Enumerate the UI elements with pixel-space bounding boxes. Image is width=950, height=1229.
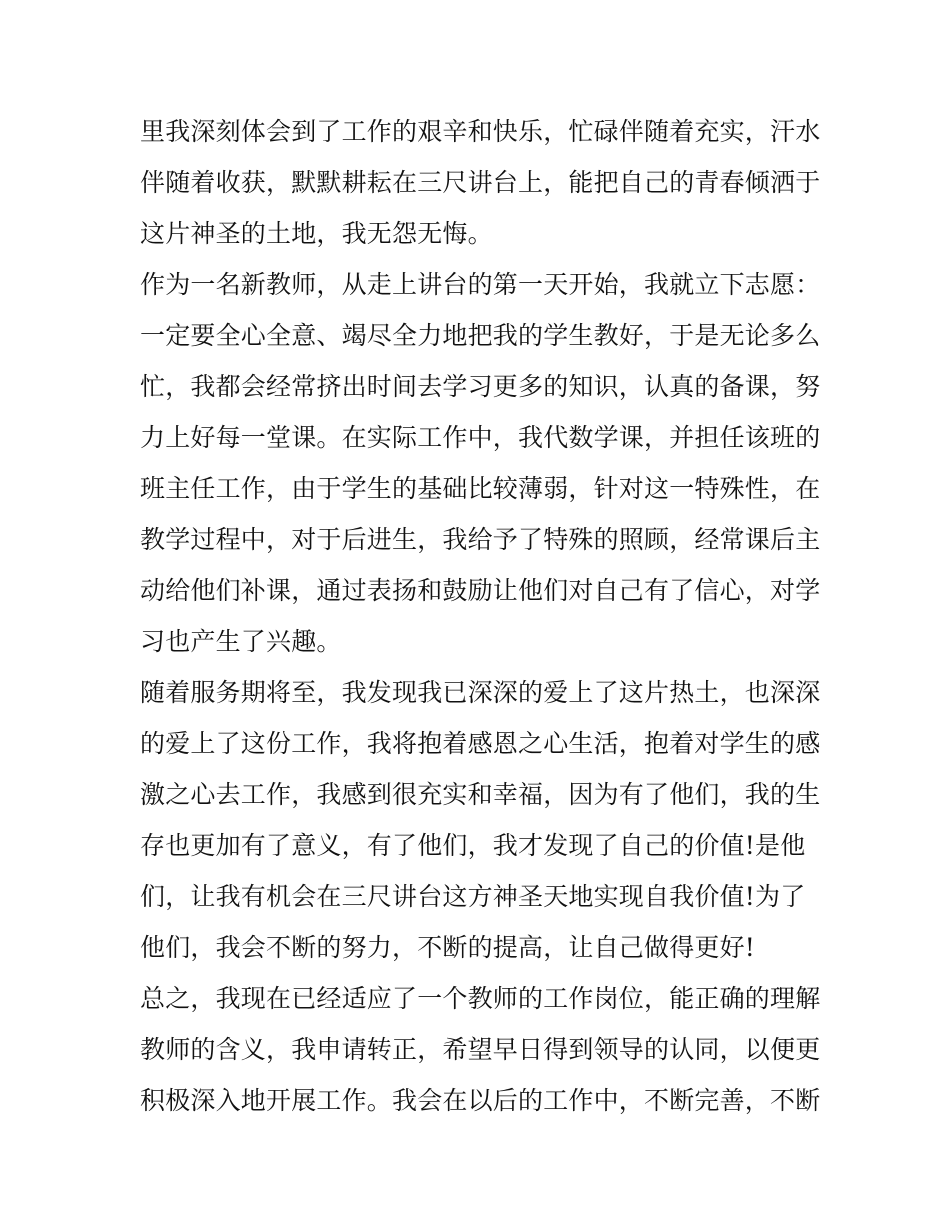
text-line: 积极深入地开展工作。我会在以后的工作中，不断完善，不断	[140, 1086, 821, 1115]
text-line: 作为一名新教师，从走上讲台的第一天开始，我就立下志愿：	[140, 270, 821, 299]
text-line: 力上好每一堂课。在实际工作中，我代数学课，并担任该班的	[140, 423, 821, 452]
document-body	[140, 106, 820, 1126]
text-line: 教学过程中，对于后进生，我给予了特殊的照顾，经常课后主	[140, 525, 821, 554]
text-line: 忙，我都会经常挤出时间去学习更多的知识，认真的备课，努	[140, 372, 821, 401]
text-line: 教师的含义，我申请转正，希望早日得到领导的认同，以便更	[140, 1035, 821, 1064]
text-line: 激之心去工作，我感到很充实和幸福，因为有了他们，我的生	[140, 780, 821, 809]
text-line: 伴随着收获，默默耕耘在三尺讲台上，能把自己的青春倾洒于	[140, 168, 821, 197]
text-line: 随着服务期将至，我发现我已深深的爱上了这片热土，也深深	[140, 678, 821, 707]
text-line: 们，让我有机会在三尺讲台这方神圣天地实现自我价值!为了	[140, 882, 806, 911]
text-line: 存也更加有了意义，有了他们，我才发现了自己的价值!是他	[140, 831, 806, 860]
text-line: 里我深刻体会到了工作的艰辛和快乐，忙碌伴随着充实，汗水	[140, 117, 821, 146]
text-line: 总之，我现在已经适应了一个教师的工作岗位，能正确的理解	[140, 984, 821, 1013]
text-line: 动给他们补课，通过表扬和鼓励让他们对自己有了信心，对学	[140, 576, 821, 605]
text-line: 一定要全心全意、竭尽全力地把我的学生教好，于是无论多么	[140, 321, 821, 350]
text-line: 习也产生了兴趣。	[140, 627, 342, 656]
text-line: 的爱上了这份工作，我将抱着感恩之心生活，抱着对学生的感	[140, 729, 821, 758]
text-line: 班主任工作，由于学生的基础比较薄弱，针对这一特殊性，在	[140, 474, 821, 503]
text-line: 这片神圣的土地，我无怨无悔。	[140, 219, 493, 248]
text-line: 他们，我会不断的努力，不断的提高，让自己做得更好!	[140, 933, 756, 962]
